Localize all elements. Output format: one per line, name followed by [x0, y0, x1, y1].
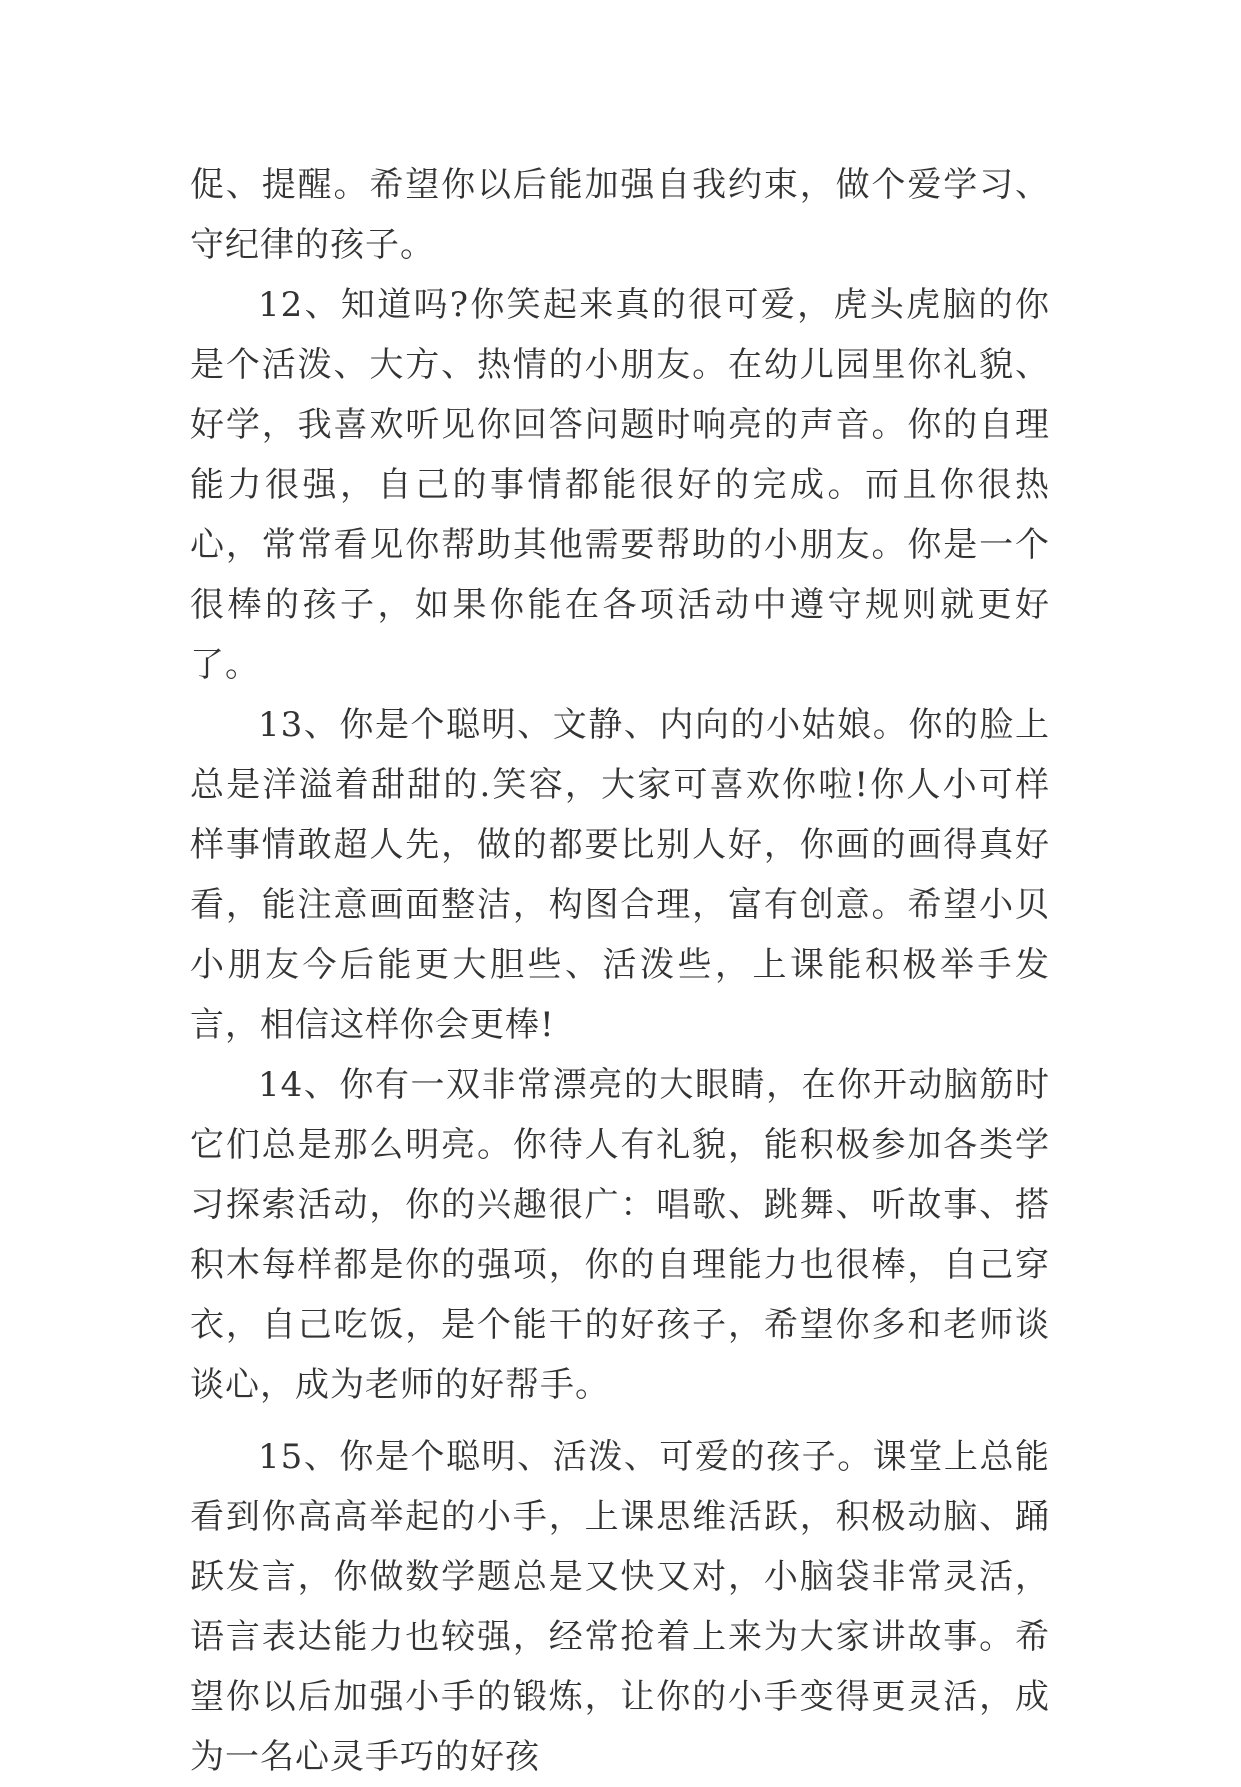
- paragraph-12: 12、知道吗?你笑起来真的很可爱，虎头虎脑的你是个活泼、大方、热情的小朋友。在幼儿园里你礼貌、好学，我喜欢听见你回答问题时响亮的声音。你的自理能力很强，自己的事情都能很好的完成。而且你很热心，常常看见你帮助其他需要帮助的小朋友。你是一个很棒的孩子，如果你能在各项活动中遵守规则就更好了。: [190, 285, 1050, 685]
- paragraph-15: 15、你是个聪明、活泼、可爱的孩子。课堂上总能看到你高高举起的小手，上课思维活跃，积极动脑、踊跃发言，你做数学题总是又快又对，小脑袋非常灵活，语言表达能力也较强，经常抢着上来为大家讲故事。希望你以后加强小手的锻炼，让你的小手变得更灵活，成为一名心灵手巧的好孩: [190, 1437, 1050, 1777]
- document-body: [190, 155, 1050, 1787]
- paragraph-11-continuation: 促、提醒。希望你以后能加强自我约束，做个爱学习、守纪律的孩子。: [190, 165, 1050, 265]
- paragraph-13: 13、你是个聪明、文静、内向的小姑娘。你的脸上总是洋溢着甜甜的.笑容，大家可喜欢你啦!你人小可样样事情敢超人先，做的都要比别人好，你画的画得真好看，能注意画面整洁，构图合理，富有创意。希望小贝小朋友今后能更大胆些、活泼些，上课能积极举手发言，相信这样你会更棒!: [190, 705, 1050, 1045]
- paragraph-14: 14、你有一双非常漂亮的大眼睛，在你开动脑筋时它们总是那么明亮。你待人有礼貌，能积极参加各类学习探索活动，你的兴趣很广：唱歌、跳舞、听故事、搭积木每样都是你的强项，你的自理能力也很棒，自己穿衣，自己吃饭，是个能干的好孩子，希望你多和老师谈谈心，成为老师的好帮手。: [190, 1065, 1050, 1405]
